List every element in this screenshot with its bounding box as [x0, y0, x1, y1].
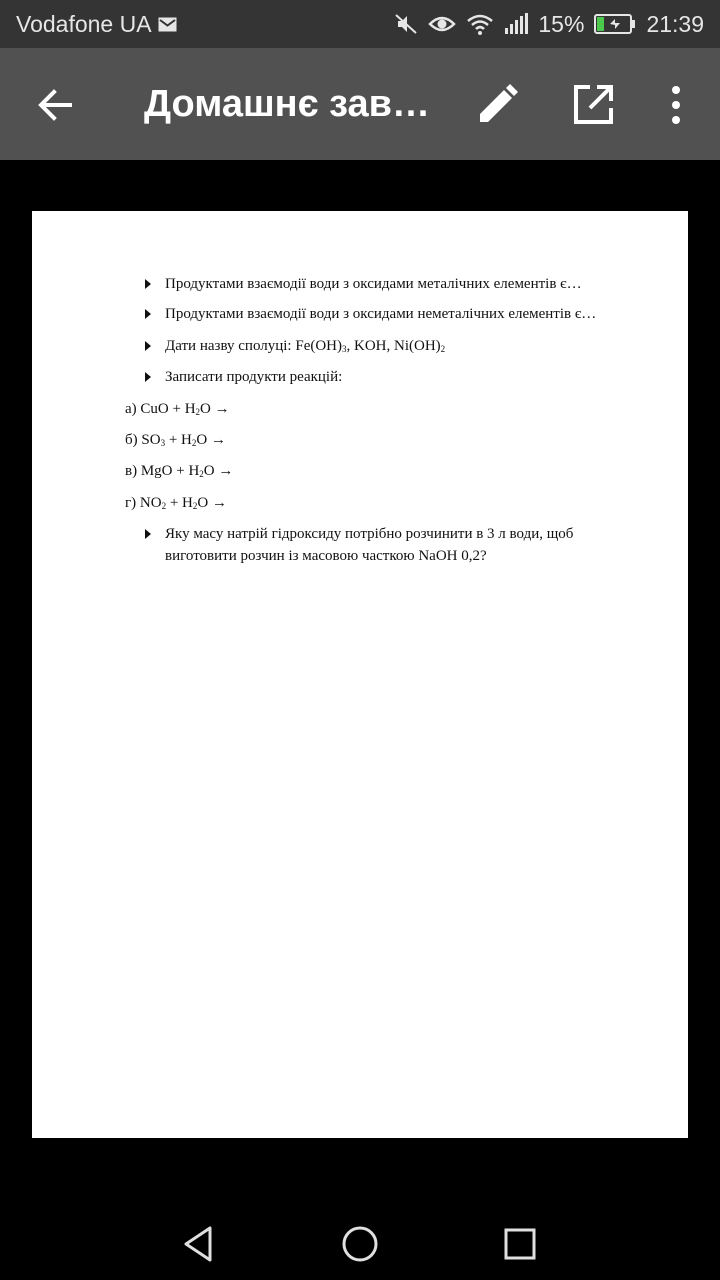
- status-bar: [0, 0, 720, 48]
- bullet-arrow-icon: [145, 372, 151, 382]
- question-5: [145, 523, 605, 567]
- nav-recents-button[interactable]: [498, 1222, 542, 1266]
- page-title: Домашнє зав…: [144, 83, 431, 125]
- nav-back-button[interactable]: [178, 1222, 222, 1266]
- clock: 21:39: [646, 10, 704, 37]
- bullet-arrow-icon: [145, 529, 151, 539]
- signal-icon: [504, 12, 528, 36]
- carrier-name: Vodafone UA: [16, 10, 152, 37]
- app-bar: [0, 48, 720, 160]
- question-1: [145, 273, 605, 295]
- question-3: [145, 335, 605, 360]
- document-page[interactable]: [32, 211, 688, 1138]
- question-text: Дати назву сполуці: $Fe(OH)_3$, KOH, $Ni(OH)_2$: [165, 338, 446, 354]
- question-5-line-2: виготовити розчин із масовою часткою NaOH 0,2?: [165, 548, 487, 564]
- eye-icon: [428, 12, 456, 36]
- home-circle-icon: [338, 1222, 382, 1266]
- edit-button[interactable]: [472, 80, 522, 130]
- question-text: Продуктами взаємодії води з оксидами металічних елементів є…: [165, 276, 582, 292]
- reaction-a: а) CuO + $H_2O$ →: [125, 401, 230, 417]
- more-options-button[interactable]: [656, 80, 696, 130]
- navigation-bar: [0, 1208, 720, 1280]
- back-button[interactable]: [30, 80, 80, 130]
- mail-icon: [158, 17, 177, 32]
- back-triangle-icon: [178, 1222, 222, 1266]
- back-arrow-icon: [30, 80, 80, 130]
- battery-percent: 15%: [538, 10, 585, 37]
- question-2: [145, 303, 605, 325]
- status-icons: [394, 11, 704, 38]
- carrier: [16, 11, 177, 38]
- mute-icon: [394, 12, 418, 36]
- open-external-button[interactable]: [568, 80, 618, 130]
- question-text: [165, 523, 573, 567]
- wifi-icon: [466, 12, 494, 36]
- question-4: [145, 366, 605, 388]
- more-vert-icon: [656, 80, 696, 130]
- reaction-d: г) $NO_2 + H_2O$ →: [125, 495, 227, 511]
- question-5-line-1: Яку масу натрій гідроксиду потрібно розчинити в 3 л води, щоб: [165, 526, 574, 542]
- battery-charging-icon: [594, 13, 636, 35]
- reaction-c: в) MgO + $H_2O$ →: [125, 463, 234, 479]
- question-text: Продуктами взаємодії води з оксидами неметалічних елементів є…: [165, 306, 597, 322]
- bullet-arrow-icon: [145, 279, 151, 289]
- open-external-icon: [568, 80, 618, 130]
- recents-square-icon: [498, 1222, 542, 1266]
- question-text: Записати продукти реакцій:: [165, 369, 343, 385]
- bullet-arrow-icon: [145, 341, 151, 351]
- reaction-b: б) $SO_3 + H_2O$ →: [125, 432, 226, 448]
- nav-home-button[interactable]: [338, 1222, 382, 1266]
- pencil-icon: [472, 80, 522, 130]
- bullet-arrow-icon: [145, 309, 151, 319]
